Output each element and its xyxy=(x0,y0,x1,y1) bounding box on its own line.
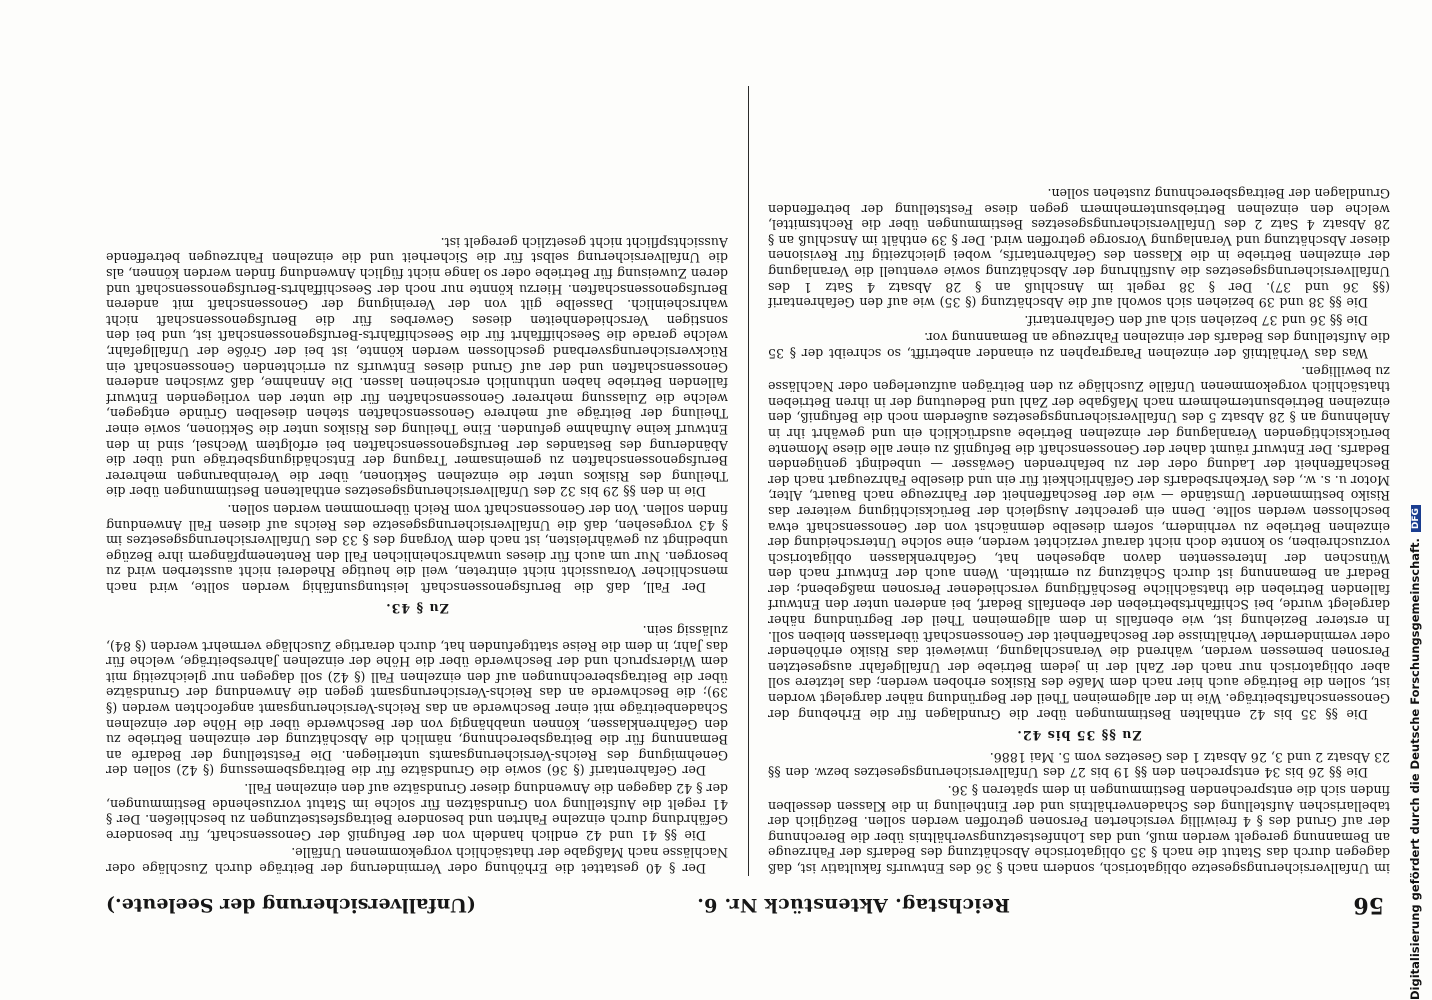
page-number: 56 xyxy=(1353,892,1384,918)
credit-text: Digitalisierung gefördert durch die Deutsche Forschungsgemeinschaft. xyxy=(1408,538,1422,1000)
paragraph: Die §§ 41 und 42 endlich handeln von der Befugniß der Genossenschaft, für besondere Gefährdung durch einzelne Fahrten und besondere Beitragsfestsetzungen zu beschließen. Der § 41 regelt die Aufstellung von Grundsätzen für solche im Statut vorzusehende Bestimmungen, der § 42 dagegen die Anwendung dieser Grundsätze auf den einzelnen Fall. xyxy=(106,781,728,843)
paragraph: Die §§ 36 und 37 beziehen sich auf den Gefahrentarif. xyxy=(1024,312,1368,328)
paragraph: im Unfallversicherungsgesetze obligatorisch, sondern nach § 36 des Entwurfs fakultativ ist, daß dagegen durch das Statut die nach § 35 obligatorische Abschätzung des Bedarfs der Fahrzeuge an Bemannung geregelt werden muß, und das Lohnfestsetzungsverhältnis über die Berechnung der auf Grund des § 4 freiwillig versicherten Personen getroffen werden sollen. Bezüglich der tabellarischen Aufstellung des Schadenverhältnis und der Eintheilung in die Klassen desselben finden sich die entsprechenden Bestimmungen in dem späteren § 36. xyxy=(768,783,1390,876)
digitization-credit xyxy=(1408,200,1422,1000)
section-heading: Zu § 43. xyxy=(385,601,449,617)
section-heading: Zu §§ 35 bis 42. xyxy=(1016,728,1142,744)
running-title: Reichstag. Aktenstück Nr. 6. xyxy=(696,894,1010,916)
document-page xyxy=(100,80,1390,920)
section-title: (Unfallversicherung der Seeleute.) xyxy=(106,894,476,916)
paragraph: Der § 40 gestattet die Erhöhung oder Verminderung der Beiträge durch Zuschläge oder Nachlässe nach Maßgabe der thatsächlich vorgekommenen Unfälle. xyxy=(106,845,728,876)
paragraph: Die §§ 38 und 39 beziehen sich sowohl auf die Abschätzung (§ 35) wie auf den Gefahrentarif (§§ 36 und 37). Der § 38 regelt im Anschluß an § 28 Absatz 4 Satz 1 des Unfallversicherungsgesetzes die Ausführung der Abschätzung sowie eventuell die Veranlagung der einzelnen Betriebe in die Klassen des Gefahrentarifs, wobei gleichzeitig für Revisionen dieser Abschätzung und Veranlagung Vorsorge getroffen wird. Der § 39 enthält im Anschluß an § 28 Absatz 4 Satz 2 des Unfallversicherungsgesetzes Bestimmungen über die Rechtsmittel, welche den einzelnen Betriebsunternehmern gegen diese Feststellung der betreffenden Grundlagen der Beitragsberechnung zustehen sollen. xyxy=(768,186,1390,311)
column-divider xyxy=(748,86,749,876)
right-column xyxy=(106,86,728,876)
paragraph: Die §§ 26 bis 34 entsprechen den §§ 19 bis 27 des Unfallversicherungsgesetzes bezw. den §§ 23 Absatz 2 und 3, 26 Absatz 1 des Gesetzes vom 5. Mai 1886. xyxy=(768,749,1390,781)
paragraph: Der Gefahrentarif (§ 36) sowie die Grundsätze für die Beitragsbemessung (§ 42) sollen der Genehmigung des Reichs-Versicherungsamts unterliegen. Die Feststellung der Bedarfe an Bemannung für die Beitragsberechnung, nämlich die Abschätzung der einzelnen Betriebe zu den Gefahrenklassen, können unabhängig von der Beschwerde über die Höhe der einzelnen Schadenbeiträge mit einer Beschwerde an das Reichs-Versicherungsamt angefochten werden (§ 39); die Beschwerde an das Reichs-Versicherungsamt gegen die Anwendung der Grundsätze über die Beitragsberechnungen auf den einzelnen Fall (§ 42) soll dagegen nur gleichzeitig mit dem Widerspruch und der Beschwerde über die Höhe der einzelnen Jahresbeiträge, welche für das Jahr, in dem die Reise stattgefunden hat, durch derartige Zuschläge vermehrt werden (§ 84), zulässig sein. xyxy=(106,623,728,779)
paragraph: Die §§ 35 bis 42 enthalten Bestimmungen über die Grundlagen für die Erhebung der Genossenschaftsbeiträge. Wie in der allgemeinen Theil der Begründung näher dargelegt worden ist, sollen die Beiträge auch hier nach dem Maße des Risikos erhoben werden; das letztere soll aber obligatorisch nur nach der Zahl der in jedem Betriebe der Unfallgefahr ausgesetzten Personen bemessen werden, während die Veranschlagung, inwieweit das Risiko erhöhender oder vermindernder Verhältnisse der Beschaffenheit der Genossenschaft überlassen bleiben soll. In ersterer Beziehung ist, wie ebenfalls in dem allgemeinen Theil der Begründung näher dargelegt wurde, bei Schiffahrtsbetrieben der ebenfalls Bedarf, bei anderen unter den Entwurf fallenden Betrieben die thatsächliche Beschäftigung verschiedener Personen maßgebend; der Bedarf an Bemannung ist durch Schätzung zu ermitteln. Wenn auch der Entwurf nach den Wünschen der Interessenten davon abgesehen hat, Gefahrenklassen obligatorisch vorzuschreiben, so konnte doch nicht darauf verzichtet werden, eine solche Unterscheidung der einzelnen Betriebe zu verhindern, sofern dieselbe demnächst von der Genossenschaft etwa beschlossen werden sollte. Denn ein gerechter Ausgleich der Berücksichtigung weiterer das Risiko bestimmender Umstände — wie der Beschaffenheit der Fahrzeuge nach Bauart, Alter, Motor u. s. w., des Verkehrsbedarfs der Gefährlichkeit für ein und dieselbe Fahrzeugart nach der Beschaffenheit der Ladung oder der zu befahrenden Gewässer — unbedingt genügenden Bedarfs. Der Entwurf räumt daher der Genossenschaft die Befugniß zu einer alle diese Momente berücksichtigenden Veranlagung der einzelnen Betriebe ausdrücklich ein und gewährt ihr in Anlehnung an § 28 Absatz 5 des Unfallversicherungsgesetzes außerdem noch die Befugniß, den einzelnen Betriebsunternehmern nach Maßgabe der Zahl und Bedeutung der in ihren Betrieben thatsächlich vorgekommenen Unfälle Zuschläge zu den Beiträgen aufzuerlegen oder Nachlässe zu bewilligen. xyxy=(768,363,1390,722)
left-column xyxy=(768,86,1390,876)
paragraph: Die in den §§ 29 bis 32 des Unfallversicherungsgesetzes enthaltenen Bestimmungen über die Theilung des Risikos unter die einzelnen Sektionen, über die Vereinbarungen mehrerer Berufsgenossenschaften zu gemeinsamer Tragung der Entschädigungsbeträge und über die Abänderung des Bestandes der Berufsgenossenschaften bei erfolgtem Wechsel, sind in den Entwurf keine Aufnahme gefunden. Eine Theilung des Risikos unter die Sektionen, sowie einer Theilung der Beiträge auf mehrere Genossenschaften stehen dieselben Gründe entgegen, welche die Zulassung mehrerer Genossenschaften für die unter den vorliegenden Entwurf fallenden Betriebe haben unthunlich erscheinen lassen. Die Annahme, daß zwischen anderen Genossenschaften und der auf Grund dieses Entwurfs zu errichtenden Genossenschaft ein Rückversicherungsverband geschlossen werden könnte, ist bei der Größe der Unfallgefahr, welche gerade die Seeschifffahrt für die Seeschiffahrts-Berufsgenossenschaft ist, und bei den sonstigen Verschiedenheiten dieses Gewerbes für die Berufsgenossenschaft nicht wahrscheinlich. Dasselbe gilt von der Vereinigung der Genossenschaft mit anderen Berufsgenossenschaften. Hierzu könnte nur noch der Seeschiffahrts-Berufsgenossenschaft und deren Zuweisung für Betriebe oder so lange nicht füglich Anwendung finden werden können, als die Unfallversicherung selbst für die Sicherheit und die einzelnen Fahrzeugen betreffende Aussichtspflicht nicht gesetzlich geregelt ist. xyxy=(106,234,728,500)
paragraph: Was das Verhältniß der einzelnen Paragraphen zu einander anbetrifft, so schreibt der § 35 die Aufstellung des Bedarfs der einzelnen Fahrzeuge an Bemannung vor. xyxy=(768,330,1390,361)
page-header xyxy=(100,884,1390,920)
dfg-logo: DFG xyxy=(1411,505,1421,532)
paragraph: Der Fall, daß die Berufsgenossenschaft leistungsunfähig werden sollte, wird nach menschlicher Voraussicht nicht eintreten, weil die heutige Rhederei nicht aussterben wird zu besorgen. Nur um auch für dieses unwahrscheinlichen Fall den Rentenempfängern ihre Bezüge unbedingt zu gewährleisten, ist nach dem Vorgang des § 33 des Unfallversicherungsgesetzes im § 43 vorgesehen, daß die Unfallversicherungsgesetze des Reichs auf diesen Fall Anwendung finden sollen. Von der Genossenschaft vom Reich übernommen werden sollen. xyxy=(106,501,728,595)
